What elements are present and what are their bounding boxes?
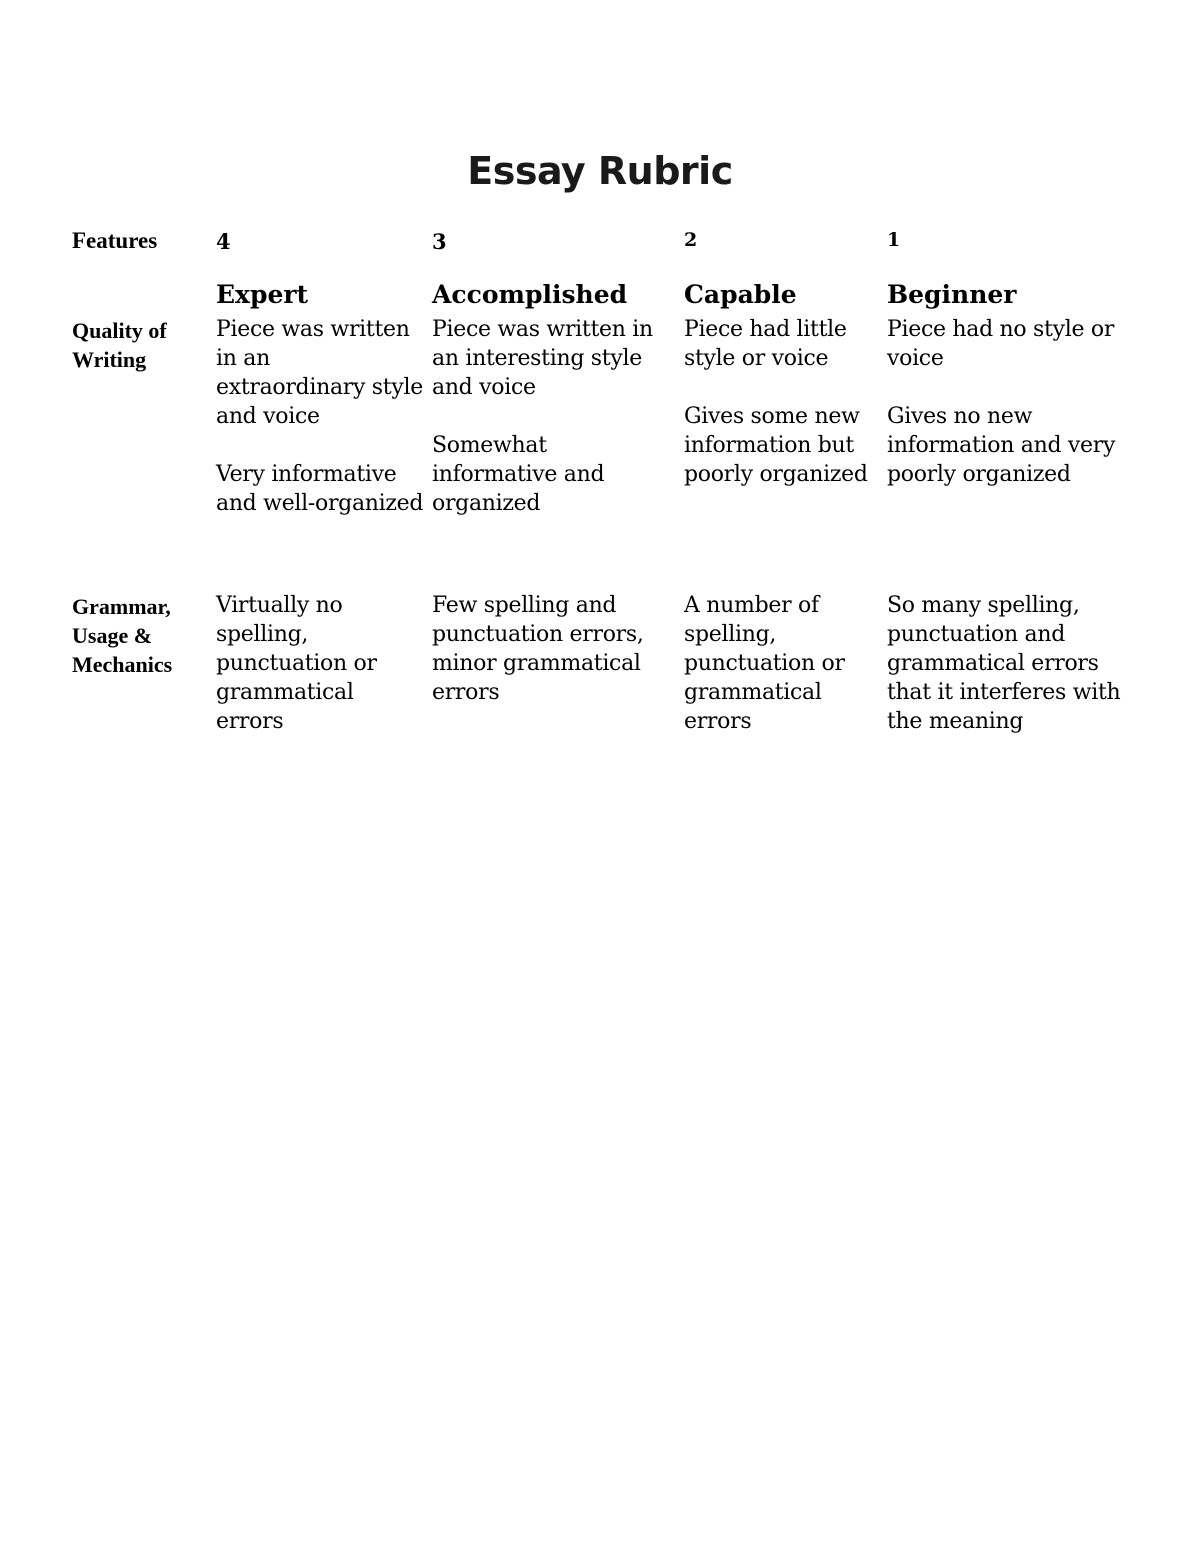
score-1: 1 — [887, 229, 901, 251]
feature-grammar-usage-mechanics: Grammar, Usage & Mechanics — [72, 594, 173, 677]
rubric-cell: A number of spelling, punctuation or grammatical errors — [684, 593, 845, 734]
level-accomplished: Accomplished — [432, 280, 628, 309]
score-2: 2 — [684, 229, 698, 251]
score-4: 4 — [216, 229, 231, 254]
level-capable: Capable — [684, 280, 797, 309]
rubric-cell: So many spelling, punctuation and grammatical errors that it interferes with the meaning — [887, 593, 1121, 734]
rubric-cell: Piece was written in an interesting style and voice Somewhat informative and organized — [432, 317, 653, 516]
rubric-cell: Piece had little style or voice Gives some new information but poorly organized — [684, 317, 868, 487]
feature-quality-of-writing: Quality of Writing — [72, 318, 167, 372]
page-title: Essay Rubric — [467, 149, 733, 193]
level-expert: Expert — [216, 280, 309, 309]
level-beginner: Beginner — [887, 280, 1017, 309]
score-3: 3 — [432, 229, 447, 254]
rubric-cell: Few spelling and punctuation errors, minor grammatical errors — [432, 593, 644, 705]
rubric-cell: Piece had no style or voice Gives no new information and very poorly organized — [887, 317, 1116, 487]
features-header: Features — [72, 228, 158, 253]
rubric-cell: Piece was written in an extraordinary style and voice Very informative and well-organized — [216, 317, 424, 516]
rubric-cell: Virtually no spelling, punctuation or grammatical errors — [216, 593, 377, 734]
